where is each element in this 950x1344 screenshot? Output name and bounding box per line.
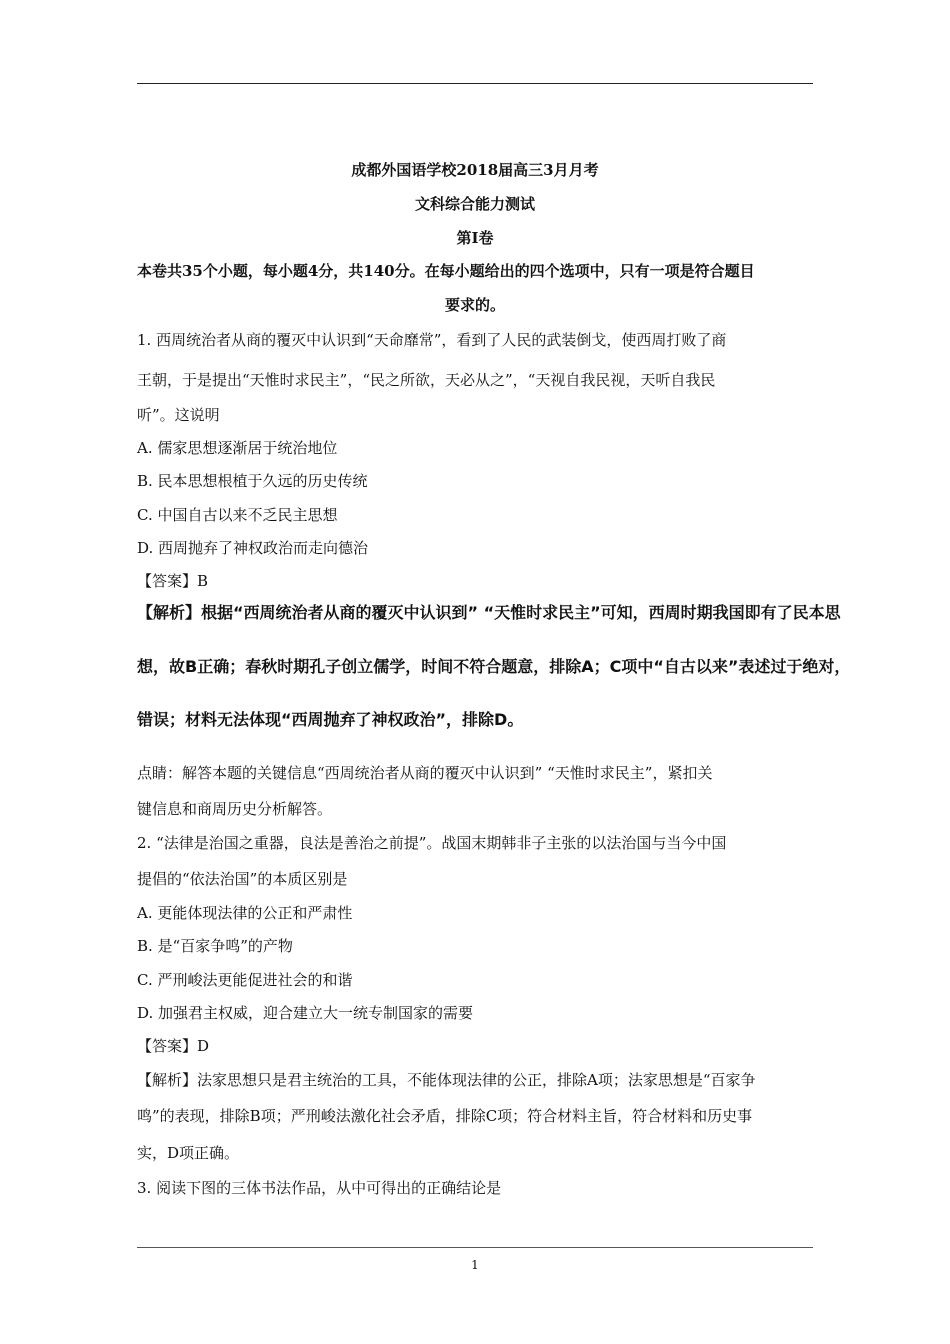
q1-stem-line-2: 王朝，于是提出“天惟时求民主”，“民之所欲，天必从之”，“天视自我民视，天听自我民 [137, 371, 716, 389]
q1-analysis-line-1: 【解析】根据“西周统治者从商的覆灭中认识到” “天惟时求民主”可知，西周时期我国即有了民本思 [137, 603, 841, 622]
q2-option-d: D. 加强君主权威，迎合建立大一统专制国家的需要 [137, 1004, 474, 1022]
instructions-line-1: 本卷共35个小题，每小题4分，共140分。在每小题给出的四个选项中，只有一项是符合题目 [137, 262, 755, 280]
q2-option-c: C. 严刑峻法更能促进社会的和谐 [137, 971, 353, 989]
exam-title: 成都外国语学校2018届高三3月月考 [351, 161, 599, 179]
q1-stem-line-3: 听”。这说明 [137, 406, 220, 424]
q1-answer: 【答案】B [137, 572, 209, 590]
q2-analysis-line-1: 【解析】法家思想只是君主统治的工具，不能体现法律的公正，排除A项；法家思想是“百家争 [137, 1071, 756, 1089]
q2-answer: 【答案】D [137, 1037, 210, 1055]
q3-stem: 3. 阅读下图的三体书法作品，从中可得出的正确结论是 [137, 1179, 502, 1197]
q1-option-c: C. 中国自古以来不乏民主思想 [137, 506, 338, 524]
q2-option-b: B. 是“百家争鸣”的产物 [137, 937, 293, 955]
q1-comment-line-1: 点睛：解答本题的关键信息“西周统治者从商的覆灭中认识到” “天惟时求民主”，紧扣关 [137, 764, 713, 782]
q2-stem-line-2: 提倡的“依法治国”的本质区别是 [137, 870, 348, 888]
q1-comment-line-2: 键信息和商周历史分析解答。 [137, 800, 333, 818]
q2-analysis-line-3: 实，D项正确。 [137, 1144, 240, 1162]
header-rule [137, 83, 813, 84]
q2-stem-line-1: 2. “法律是治国之重器，良法是善治之前提”。战国末期韩非子主张的以法治国与当今中国 [137, 834, 727, 852]
q2-option-a: A. 更能体现法律的公正和严肃性 [137, 904, 353, 922]
exam-subtitle: 文科综合能力测试 [414, 195, 535, 213]
q2-analysis-line-2: 鸣”的表现，排除B项；严刑峻法激化社会矛盾，排除C项；符合材料主旨，符合材料和历史事 [137, 1107, 753, 1125]
q1-option-d: D. 西周抛弃了神权政治而走向德治 [137, 539, 369, 557]
instructions-line-2: 要求的。 [444, 296, 505, 314]
section-title: 第Ⅰ卷 [456, 229, 494, 247]
q1-option-b: B. 民本思想根植于久远的历史传统 [137, 472, 368, 490]
footer-rule [137, 1247, 813, 1248]
q1-stem-line-1: 1. 西周统治者从商的覆灭中认识到“天命靡常”，看到了人民的武装倒戈，使西周打败了商 [137, 331, 727, 349]
q1-analysis-line-3: 错误；材料无法体现“西周抛弃了神权政治”，排除D。 [137, 710, 524, 729]
page-number: 1 [471, 1258, 479, 1272]
q1-analysis-line-2: 想，故B正确；春秋时期孔子创立儒学，时间不符合题意，排除A；C项中“自古以来”表述过于绝对， [137, 657, 851, 676]
q1-option-a: A. 儒家思想逐渐居于统治地位 [137, 439, 338, 457]
